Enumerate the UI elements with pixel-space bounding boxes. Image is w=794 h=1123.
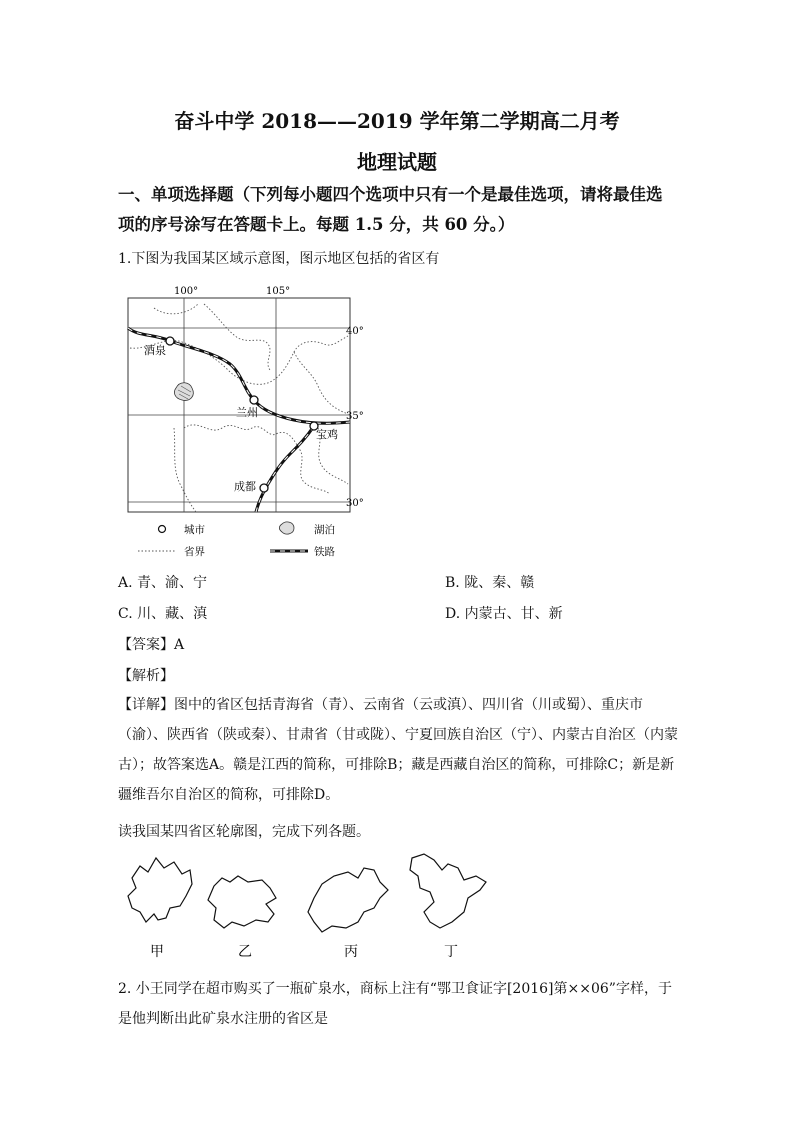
lat-label: 30° xyxy=(346,498,364,509)
legend-railway-label: 铁路 xyxy=(314,546,335,558)
page-title: 奋斗中学 2018——2019 学年第二学期高二月考 xyxy=(174,109,620,133)
analysis-label: 【解析】 xyxy=(118,668,174,684)
outline-label: 丙 xyxy=(344,944,358,960)
region-map xyxy=(118,278,378,570)
province-border xyxy=(174,428,196,512)
option-a: A. 青、渝、宁 xyxy=(118,575,208,591)
outline-bing xyxy=(308,868,388,932)
outline-label: 甲 xyxy=(150,944,164,960)
outline-ding xyxy=(410,854,486,928)
outline-jia xyxy=(128,858,192,922)
outline-label: 丁 xyxy=(444,944,458,960)
legend-city-icon xyxy=(159,526,166,533)
legend-city-label: 城市 xyxy=(184,524,205,536)
lat-label: 40° xyxy=(346,326,364,337)
province-outlines xyxy=(118,848,498,966)
option-b: B. 陇、秦、赣 xyxy=(445,575,535,591)
city-marker xyxy=(250,396,258,404)
answer-line: 【答案】A xyxy=(118,637,185,653)
group-intro: 读我国某四省区轮廓图，完成下列各题。 xyxy=(118,824,370,840)
railway-line xyxy=(256,426,314,512)
city-label: 成都 xyxy=(234,480,256,493)
lon-label: 100° xyxy=(174,286,199,297)
city-label: 宝鸡 xyxy=(316,428,338,441)
option-c: C. 川、藏、滇 xyxy=(118,606,208,622)
question-1-stem: 1.下图为我国某区域示意图，图示地区包括的省区有 xyxy=(118,251,440,267)
lon-label: 105° xyxy=(266,286,291,297)
legend-lake-icon xyxy=(279,522,294,534)
legend-lake-label: 湖泊 xyxy=(314,524,335,536)
analysis-detail: 【详解】图中的省区包括青海省（青）、云南省（云或滇）、四川省（川或蜀）、重庆市（渝）、陕西省（陕或秦）、甘肃省（甘或陇）、宁夏回族自治区（宁）、内蒙古自治区（内蒙古）；故答案选A。赣是江西的简称，可排除B；藏是西藏自治区的简称，可排除C；新是新疆维吾尔自治区的简称，可排除D。 xyxy=(118,697,678,803)
city-label: 酒泉 xyxy=(144,344,166,357)
city-marker xyxy=(166,337,174,345)
city-marker xyxy=(260,484,268,492)
option-d: D. 内蒙古、甘、新 xyxy=(445,606,563,622)
legend-border-label: 省界 xyxy=(184,546,205,558)
outline-label: 乙 xyxy=(238,944,252,960)
province-border xyxy=(294,352,348,414)
page-subtitle: 地理试题 xyxy=(357,150,437,174)
section-heading: 一、单项选择题（下列每小题四个选项中只有一个是最佳选项，请将最佳选项的序号涂写在答题卡上。每题 1.5 分，共 60 分。） xyxy=(118,185,663,234)
question-2-stem: 2. 小王同学在超市购买了一瓶矿泉水，商标上注有“鄂卫食证字[2016]第××06”字样，于是他判断出此矿泉水注册的省区是 xyxy=(118,981,672,1027)
outline-yi xyxy=(208,876,276,928)
city-label: 兰州 xyxy=(236,406,258,419)
lat-label: 35° xyxy=(346,411,364,422)
